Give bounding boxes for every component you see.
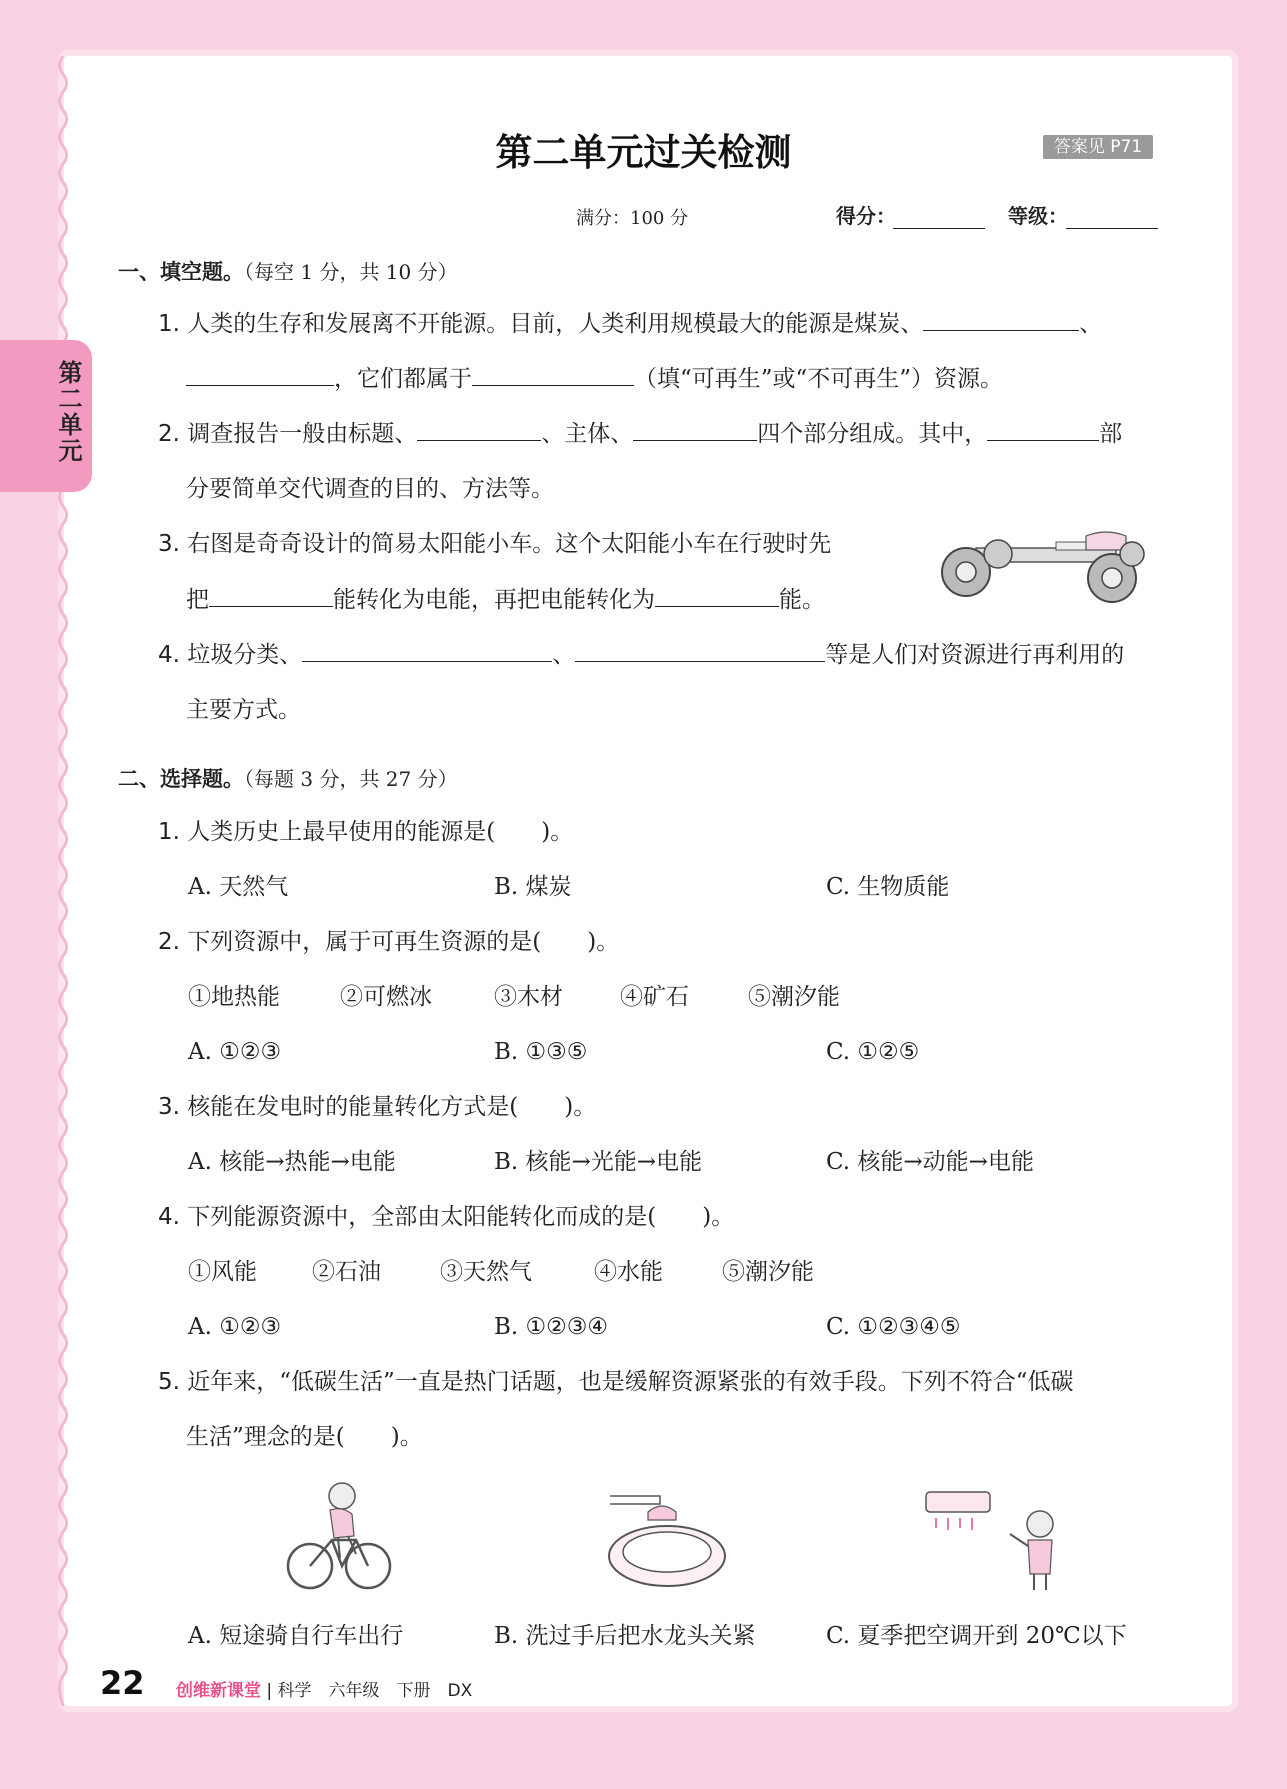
bicycle-rider-image <box>282 1478 394 1594</box>
s2-q3-stem <box>158 1091 596 1123</box>
s2-q4-item: ①风能 <box>188 1259 257 1285</box>
s2-q4-item: ③天然气 <box>440 1259 532 1285</box>
solar-car-image <box>936 526 1148 608</box>
score-blank[interactable] <box>893 228 985 229</box>
s2-q4-text: 下列能源资源中，全部由太阳能转化而成的是( )。 <box>187 1204 735 1230</box>
s2-q5-option-b[interactable]: B. 洗过手后把水龙头关紧 <box>494 1623 756 1649</box>
s1-q3-text-d: 能。 <box>779 587 825 613</box>
s2-q2-item: ②可燃冰 <box>340 984 432 1010</box>
s2-q5-text-a: 近年来，“低碳生活”一直是热门话题，也是缓解资源紧张的有效手段。下列不符合“低碳 <box>187 1369 1074 1395</box>
air-conditioner-image <box>922 1488 1072 1594</box>
score-line <box>0 200 1287 232</box>
s1-q2-line1 <box>158 418 1122 450</box>
book-info: 科学 六年级 下册 DX <box>277 1681 473 1701</box>
s1-q2-line2 <box>186 473 554 505</box>
answer-blank[interactable] <box>923 330 1079 331</box>
s1-q3-line2 <box>186 584 825 616</box>
s2-q5-stem-line1 <box>158 1366 1074 1398</box>
s1-q2-text-e: 分要简单交代调查的目的、方法等。 <box>186 476 554 502</box>
s1-q4-text-d: 主要方式。 <box>186 697 301 723</box>
score-label: 得分： <box>836 204 896 228</box>
s1-q2-text-c: 四个部分组成。其中， <box>757 421 988 447</box>
s2-q2-item: ④矿石 <box>620 984 689 1010</box>
s2-q3-text: 核能在发电时的能量转化方式是( )。 <box>187 1094 597 1120</box>
answer-reference-badge: 答案见 P71 <box>1043 135 1153 159</box>
s2-q1-option-b[interactable]: B. 煤炭 <box>494 874 572 900</box>
section2-heading <box>118 763 458 793</box>
question-number: 1. <box>158 311 180 337</box>
s2-q2-item: ⑤潮汐能 <box>748 984 840 1010</box>
wavy-border-left <box>56 56 70 1706</box>
s1-q1-text-b: 、 <box>1079 311 1103 337</box>
s1-q1-line1 <box>158 308 1102 340</box>
grade-blank[interactable] <box>1066 228 1158 229</box>
s2-q2-option-a[interactable]: A. ①②③ <box>188 1039 282 1065</box>
s1-q1-text-a: 人类的生存和发展离不开能源。目前，人类利用规模最大的能源是煤炭、 <box>187 311 924 337</box>
s1-q2-text-a: 调查报告一般由标题、 <box>187 421 418 447</box>
faucet-sink-image <box>602 1490 732 1592</box>
s2-q4-option-b[interactable]: B. ①②③④ <box>494 1314 609 1340</box>
answer-blank[interactable] <box>987 440 1099 441</box>
s2-q4-stem <box>158 1201 734 1233</box>
section2-heading-note: （每题 3 分，共 27 分） <box>244 767 458 791</box>
section1-heading-text: 一、填空题。 <box>118 260 244 284</box>
question-number: 4. <box>158 1204 180 1230</box>
unit-side-tab-label: 第二单元 <box>54 360 82 464</box>
s2-q2-option-b[interactable]: B. ①③⑤ <box>494 1039 588 1065</box>
grade-label: 等级： <box>1008 204 1068 228</box>
s2-q4-item: ④水能 <box>594 1259 663 1285</box>
section2-heading-text: 二、选择题。 <box>118 767 244 791</box>
section1-heading-note: （每空 1 分，共 10 分） <box>244 260 458 284</box>
s2-q4-option-c[interactable]: C. ①②③④⑤ <box>826 1314 961 1340</box>
footer-brand <box>176 1676 472 1701</box>
s2-q3-option-c[interactable]: C. 核能→动能→电能 <box>826 1149 1034 1175</box>
s2-q2-text: 下列资源中，属于可再生资源的是( )。 <box>187 929 620 955</box>
s2-q2-item: ③木材 <box>494 984 563 1010</box>
answer-blank[interactable] <box>472 385 634 386</box>
s1-q2-text-d: 部 <box>1099 421 1123 447</box>
s1-q4-text-a: 垃圾分类、 <box>187 642 303 668</box>
s1-q3-text-c: 能转化为电能，再把电能转化为 <box>333 587 655 613</box>
s2-q5-text-b: 生活”理念的是( )。 <box>186 1424 423 1450</box>
s1-q3-text-b: 把 <box>186 587 209 613</box>
question-number: 3. <box>158 1094 180 1120</box>
s2-q1-text: 人类历史上最早使用的能源是( )。 <box>187 819 574 845</box>
s2-q1-option-c[interactable]: C. 生物质能 <box>826 874 950 900</box>
answer-blank[interactable] <box>575 661 825 662</box>
question-number: 2. <box>158 929 180 955</box>
s2-q4-option-a[interactable]: A. ①②③ <box>188 1314 282 1340</box>
answer-blank[interactable] <box>302 661 552 662</box>
s1-q4-text-c: 等是人们对资源进行再利用的 <box>825 642 1125 668</box>
question-number: 3. <box>158 531 180 557</box>
s2-q5-stem-line2 <box>186 1421 423 1453</box>
s1-q4-text-b: 、 <box>552 642 576 668</box>
s2-q1-stem <box>158 816 573 848</box>
s2-q3-option-a[interactable]: A. 核能→热能→电能 <box>188 1149 396 1175</box>
s2-q5-option-c[interactable]: C. 夏季把空调开到 20℃以下 <box>826 1623 1127 1649</box>
s2-q1-option-a[interactable]: A. 天然气 <box>188 874 289 900</box>
answer-blank[interactable] <box>655 606 779 607</box>
page-title: 第二单元过关检测 <box>495 131 792 174</box>
s1-q1-text-c: ，它们都属于 <box>334 366 472 392</box>
s2-q3-option-b[interactable]: B. 核能→光能→电能 <box>494 1149 703 1175</box>
s2-q4-item: ②石油 <box>312 1259 381 1285</box>
s2-q4-item: ⑤潮汐能 <box>722 1259 814 1285</box>
question-number: 4. <box>158 642 180 668</box>
section1-heading <box>118 256 458 286</box>
s1-q3-line1 <box>158 528 831 560</box>
s1-q3-text-a: 右图是奇奇设计的简易太阳能小车。这个太阳能小车在行驶时先 <box>187 531 832 557</box>
s2-q2-stem <box>158 926 619 958</box>
s2-q2-item: ①地热能 <box>188 984 280 1010</box>
answer-blank[interactable] <box>209 606 333 607</box>
question-number: 2. <box>158 421 180 447</box>
s1-q1-line2 <box>186 363 1003 395</box>
divider: | <box>266 1681 273 1701</box>
question-number: 1. <box>158 819 180 845</box>
answer-blank[interactable] <box>633 440 757 441</box>
page-number: 22 <box>100 1664 145 1702</box>
brand-name: 创维新课堂 <box>176 1681 261 1701</box>
s1-q4-line1 <box>158 639 1124 671</box>
full-score: 满分：100 分 <box>576 208 689 229</box>
s2-q2-option-c[interactable]: C. ①②⑤ <box>826 1039 920 1065</box>
s1-q1-text-d: （填“可再生”或“不可再生”）资源。 <box>634 366 1004 392</box>
s2-q5-option-a[interactable]: A. 短途骑自行车出行 <box>188 1623 404 1649</box>
answer-blank[interactable] <box>417 440 541 441</box>
s1-q4-line2 <box>186 694 301 726</box>
answer-blank[interactable] <box>186 385 334 386</box>
s1-q2-text-b: 、主体、 <box>541 421 634 447</box>
question-number: 5. <box>158 1369 180 1395</box>
